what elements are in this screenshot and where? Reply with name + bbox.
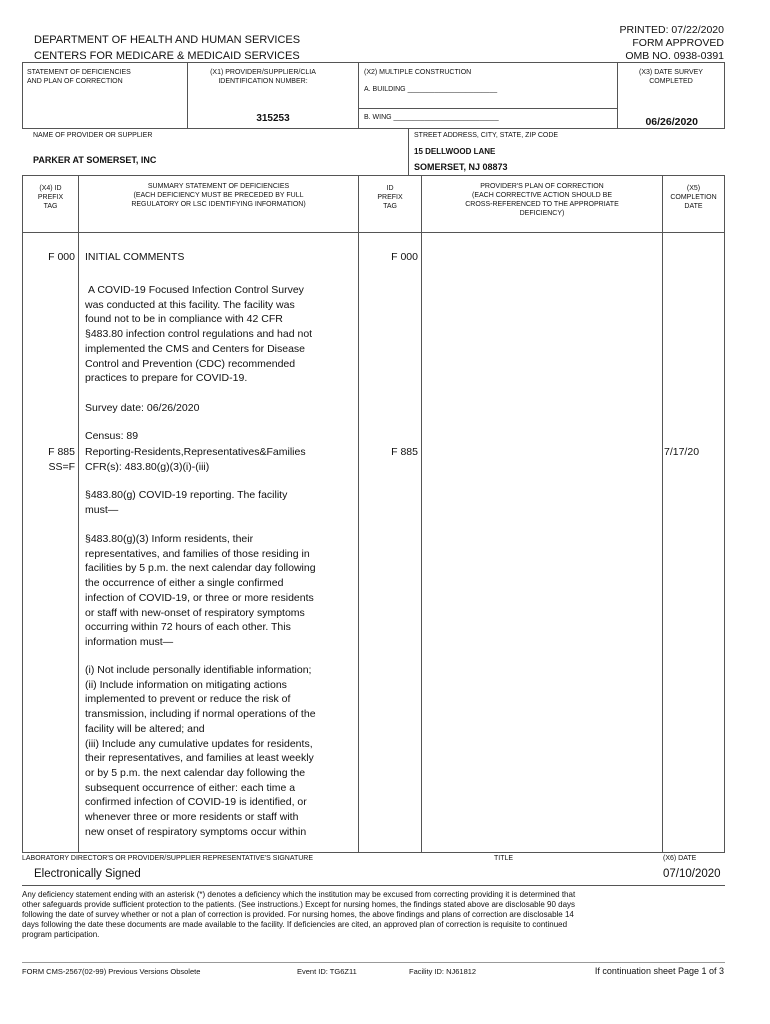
tag-f885-right: F 885 [391, 446, 418, 458]
provider-id-number: 315253 [256, 113, 290, 124]
address-line-1: 15 DELLWOOD LANE [414, 147, 496, 156]
reporting-title: Reporting-Residents,Representatives&Families CFR(s): 483.80(g)(3)(i)-(iii) [85, 446, 306, 473]
tag-f885-scope: SS=F [48, 461, 75, 473]
provider-name: PARKER AT SOMERSET, INC [33, 155, 157, 165]
form-number: FORM CMS-2567(02-99) Previous Versions Obsolete [22, 967, 201, 976]
survey-completed-date: 06/26/2020 [645, 116, 698, 128]
x2-label: (X2) MULTIPLE CONSTRUCTION [364, 69, 472, 76]
tag-f885-left: F 885 [48, 446, 75, 458]
printed-date: PRINTED: 07/22/2020 [619, 24, 724, 36]
omb-number: OMB NO. 0938-0391 [625, 50, 724, 62]
form-approved: FORM APPROVED [632, 37, 724, 49]
event-id: Event ID: TG6Z11 [297, 967, 357, 976]
summary-paragraph-3: §483.80(g)(3) Inform residents, their representatives, and families of those residing in facilities by 5 p.m. the next calendar day following the occurrence of either a single confirmed infection of COVID-19, or three or more residents or staff with new-onset of respiratory symptoms occurring within 72 hours of each other. This information must— [85, 533, 316, 648]
agency-line-1: DEPARTMENT OF HEALTH AND HUMAN SERVICES [34, 34, 301, 46]
summary-paragraph-2: §483.80(g) COVID-19 reporting. The facility must— [85, 489, 288, 516]
agency-line-2: CENTERS FOR MEDICARE & MEDICAID SERVICES [34, 50, 300, 62]
building-label: A. BUILDING _______________________ [364, 86, 498, 93]
signature-value: Electronically Signed [34, 868, 141, 880]
tag-f000-right: F 000 [391, 251, 418, 263]
id-header: ID PREFIX TAG [377, 185, 403, 210]
summary-header: SUMMARY STATEMENT OF DEFICIENCIES (EACH DEFICIENCY MUST BE PRECEDED BY FULL REGULATORY OR LSC IDENTIFYING INFORMATION) [131, 183, 306, 208]
summary-paragraph-4: (i) Not include personally identifiable information; (ii) Include information on mitigating actions implemented to prevent or reduce the risk of transmission, including if normal operations of the facility will be altered; and (iii) Include any cumulative updates for residents, their representatives, and families at least weekly or by 5 p.m. the next calendar day following the subsequent occurrence of either: each time a confirmed infection of COVID-19 is identified, or whenever three or more residents or staff with new onset of respiratory symptoms occur within [85, 664, 316, 838]
tag-f000-left: F 000 [48, 251, 75, 263]
address-label: STREET ADDRESS, CITY, STATE, ZIP CODE [414, 132, 559, 139]
x4-header: (X4) ID PREFIX TAG [37, 185, 64, 210]
x1-label: (X1) PROVIDER/SUPPLIER/CLIA IDENTIFICATION NUMBER: [210, 69, 316, 85]
x5-header: (X5) COMPLETION DATE [670, 185, 717, 210]
address-line-2: SOMERSET, NJ 08873 [414, 162, 508, 172]
signature-date-label: (X6) DATE [663, 855, 697, 862]
initial-comments-heading: INITIAL COMMENTS [85, 251, 185, 263]
continuation-page: If continuation sheet Page 1 of 3 [594, 966, 724, 976]
title-label: TITLE [494, 855, 514, 862]
signature-date: 07/10/2020 [663, 868, 721, 880]
wing-label: B. WING ___________________________ [364, 114, 499, 121]
facility-id: Facility ID: NJ61812 [409, 967, 477, 976]
agency-header [34, 32, 300, 64]
form-status-block [620, 24, 724, 63]
census: Census: 89 [85, 430, 139, 442]
summary-paragraph-1: A COVID-19 Focused Infection Control Survey was conducted at this facility. The facility was found not to be in compliance with 42 CFR §483.80 infection control regulations and had not implemented the CMS and Centers for Disease Control and Prevention (CDC) recommended practices to prepare for COVID-19. [85, 284, 313, 385]
disclaimer: Any deficiency statement ending with an asterisk (*) denotes a deficiency which the institution may be excused from correcting providing it is determined that other safeguards provide sufficient protection to the patients. (See instructions.) Except for nursing homes, the findings stated above are disclosable 90 days following the date of survey whether or not a plan of correction is provided. For nursing homes, the above findings and plans of correction are disclosable 14 days following the date these documents are made available to the facility. If deficiencies are cited, an approved plan of correction is requisite to continued program participation. [22, 890, 576, 939]
signature-label: LABORATORY DIRECTOR'S OR PROVIDER/SUPPLIER REPRESENTATIVE'S SIGNATURE [22, 855, 314, 862]
provider-name-label: NAME OF PROVIDER OR SUPPLIER [33, 132, 153, 139]
statement-label: STATEMENT OF DEFICIENCIES AND PLAN OF CORRECTION [27, 69, 131, 85]
x3-label: (X3) DATE SURVEY COMPLETED [639, 69, 703, 85]
survey-date: Survey date: 06/26/2020 [85, 402, 200, 414]
plan-header: PROVIDER'S PLAN OF CORRECTION (EACH CORRECTIVE ACTION SHOULD BE CROSS-REFERENCED TO THE APPROPRIATE DEFICIENCY) [465, 183, 619, 217]
completion-date: 7/17/20 [664, 446, 700, 458]
